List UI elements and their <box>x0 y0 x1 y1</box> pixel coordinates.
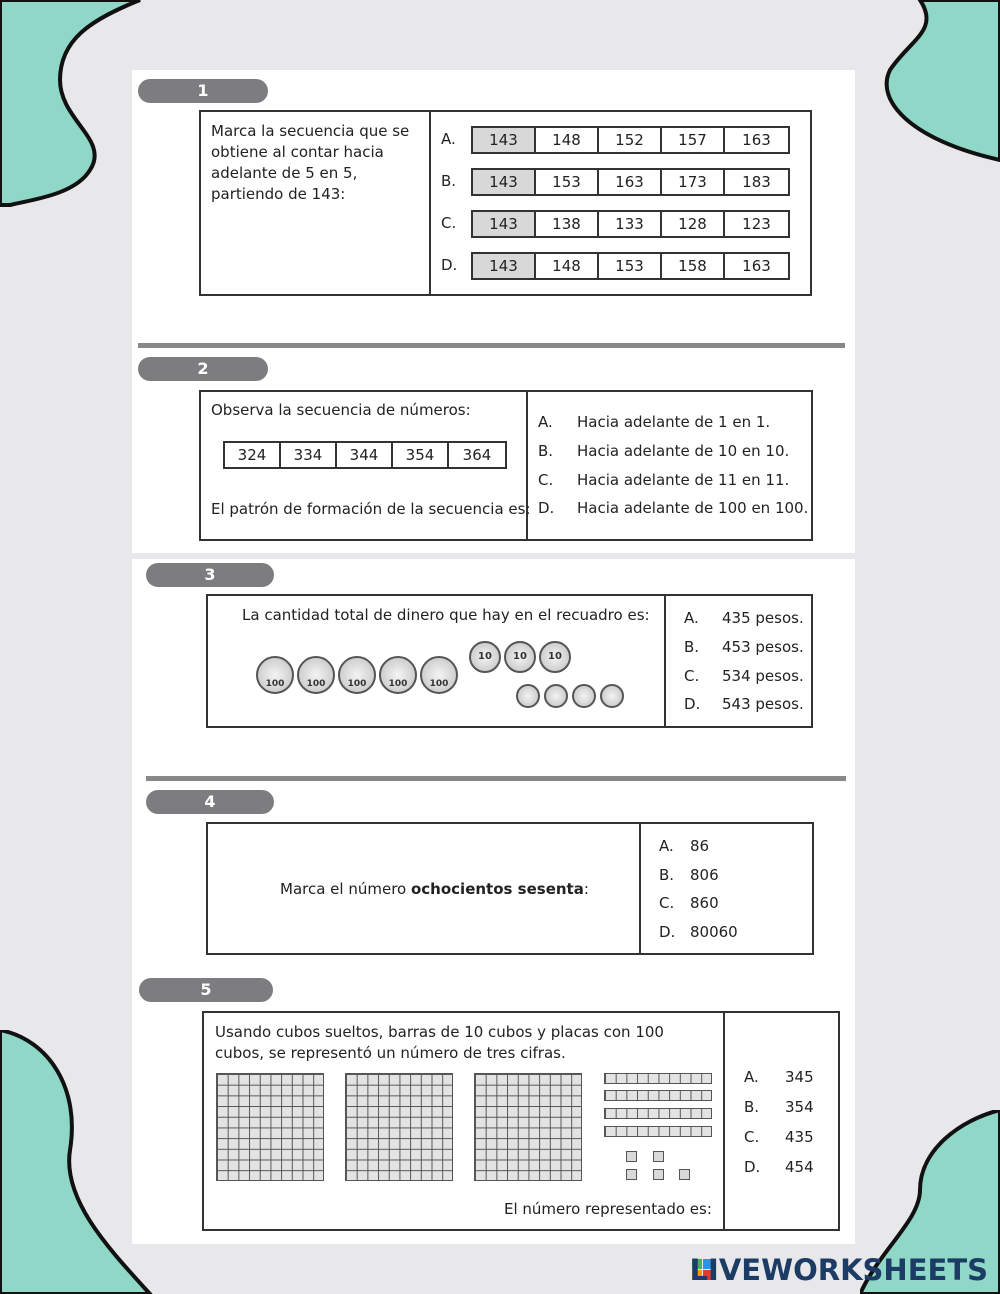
question-5-question: El número representado es: <box>504 1200 712 1218</box>
option-text[interactable]: Hacia adelante de 11 en 11. <box>577 471 790 489</box>
coin-100-pesos: 100 <box>338 656 376 694</box>
option-letter[interactable]: A. <box>744 1068 759 1086</box>
hundred-block <box>474 1073 582 1181</box>
option-text[interactable]: 534 pesos. <box>722 667 804 685</box>
sequence-cell: 123 <box>742 215 771 233</box>
option-text[interactable]: 543 pesos. <box>722 695 804 713</box>
sequence-cell: 163 <box>742 257 771 275</box>
coin-10-pesos: 10 <box>539 641 571 673</box>
coin-1-peso <box>600 684 624 708</box>
option-text[interactable]: Hacia adelante de 10 en 10. <box>577 442 790 460</box>
sequence-cell: 138 <box>536 212 599 236</box>
question-1-prompt: Marca la secuencia que se obtiene al contar hacia adelante de 5 en 5, partiendo de 143: <box>211 122 410 203</box>
sequence-cell: 153 <box>599 254 662 278</box>
option-text[interactable]: 453 pesos. <box>722 638 804 656</box>
sequence-cell: 344 <box>337 443 393 467</box>
coin-10-pesos: 10 <box>469 641 501 673</box>
coin-100-pesos: 100 <box>379 656 417 694</box>
question-2-number: 2 <box>138 357 268 381</box>
option-sequence[interactable] <box>471 126 790 154</box>
unit-cube <box>626 1151 637 1162</box>
coin-1-peso <box>572 684 596 708</box>
sequence-cell: 163 <box>742 131 771 149</box>
liveworksheets-logo: LIVEWORKSHEETS <box>689 1253 988 1287</box>
sequence-cell: 133 <box>599 212 662 236</box>
question-5-prompt: Usando cubos sueltos, barras de 10 cubos y placas con 100 cubos, se representó un número de tres cifras. <box>215 1023 664 1062</box>
sequence-cell: 324 <box>225 443 281 467</box>
sequence-cell: 152 <box>599 128 662 152</box>
option-text[interactable]: 354 <box>785 1098 814 1116</box>
question-3-prompt: La cantidad total de dinero que hay en el recuadro es: <box>242 606 650 624</box>
coin-1-peso <box>516 684 540 708</box>
coin-100-pesos: 100 <box>420 656 458 694</box>
question-4-prompt: Marca el número ochocientos sesenta: <box>280 880 589 898</box>
option-text[interactable]: Hacia adelante de 100 en 100. <box>577 499 809 517</box>
option-sequence[interactable] <box>471 168 790 196</box>
sequence-cell: 143 <box>473 128 536 152</box>
option-letter[interactable]: D. <box>538 499 555 517</box>
coin-100-pesos: 100 <box>256 656 294 694</box>
option-text[interactable]: Hacia adelante de 1 en 1. <box>577 413 771 431</box>
option-text[interactable]: 86 <box>690 837 710 855</box>
option-letter[interactable]: B. <box>684 638 700 656</box>
unit-cube <box>653 1169 664 1180</box>
sequence-cell: 148 <box>536 254 599 278</box>
ten-bar <box>604 1126 712 1137</box>
sequence-cell: 173 <box>662 170 725 194</box>
option-letter[interactable]: D. <box>684 695 701 713</box>
option-text[interactable]: 435 pesos. <box>722 609 804 627</box>
sequence-cell: 183 <box>742 173 771 191</box>
sequence-cell: 143 <box>473 170 536 194</box>
option-text[interactable]: 80060 <box>690 923 738 941</box>
option-letter[interactable]: C. <box>538 471 554 489</box>
option-text[interactable]: 454 <box>785 1158 814 1176</box>
decorative-blob-top-right <box>880 0 1000 170</box>
option-letter[interactable]: B. <box>659 866 675 884</box>
question-3-number: 3 <box>146 563 274 587</box>
sequence-cell: 143 <box>473 254 536 278</box>
option-sequence[interactable] <box>471 252 790 280</box>
divider <box>138 343 845 348</box>
option-letter[interactable]: B. <box>441 172 457 190</box>
coin-1-peso <box>544 684 568 708</box>
sequence-cell: 163 <box>599 170 662 194</box>
option-text[interactable]: 435 <box>785 1128 814 1146</box>
ten-bar <box>604 1108 712 1119</box>
divider <box>146 776 846 781</box>
option-letter[interactable]: C. <box>441 214 457 232</box>
question-2-question: El patrón de formación de la secuencia es: <box>211 500 531 518</box>
question-5-number: 5 <box>139 978 273 1002</box>
option-letter[interactable]: A. <box>684 609 699 627</box>
option-sequence[interactable] <box>471 210 790 238</box>
coin-10-pesos: 10 <box>504 641 536 673</box>
option-letter[interactable]: A. <box>538 413 553 431</box>
option-letter[interactable]: D. <box>744 1158 761 1176</box>
sequence-cell: 128 <box>662 212 725 236</box>
question-2-prompt: Observa la secuencia de números: <box>211 401 471 419</box>
coin-100-pesos: 100 <box>297 656 335 694</box>
option-text[interactable]: 345 <box>785 1068 814 1086</box>
option-text[interactable]: 860 <box>690 894 719 912</box>
sequence-cell: 354 <box>393 443 449 467</box>
sequence-cell: 157 <box>662 128 725 152</box>
option-text[interactable]: 806 <box>690 866 719 884</box>
option-letter[interactable]: A. <box>659 837 674 855</box>
option-letter[interactable]: D. <box>441 256 458 274</box>
option-letter[interactable]: A. <box>441 130 456 148</box>
decorative-blob-top-left <box>0 0 150 210</box>
unit-cube <box>679 1169 690 1180</box>
option-letter[interactable]: B. <box>538 442 554 460</box>
ten-bar <box>604 1090 712 1101</box>
ten-bar <box>604 1073 712 1084</box>
option-letter[interactable]: B. <box>744 1098 760 1116</box>
unit-cube <box>626 1169 637 1180</box>
option-letter[interactable]: C. <box>659 894 675 912</box>
sequence-cell: 158 <box>662 254 725 278</box>
hundred-block <box>216 1073 324 1181</box>
unit-cube <box>653 1151 664 1162</box>
page-separator <box>132 553 855 559</box>
option-letter[interactable]: C. <box>684 667 700 685</box>
sequence-cell: 143 <box>473 212 536 236</box>
sequence-cell: 364 <box>462 446 492 464</box>
question-2-sequence <box>223 441 507 469</box>
hundred-block <box>345 1073 453 1181</box>
question-1-number: 1 <box>138 79 268 103</box>
sequence-cell: 148 <box>536 128 599 152</box>
question-4-number: 4 <box>146 790 274 814</box>
option-letter[interactable]: C. <box>744 1128 760 1146</box>
option-letter[interactable]: D. <box>659 923 676 941</box>
sequence-cell: 334 <box>281 443 337 467</box>
sequence-cell: 153 <box>536 170 599 194</box>
